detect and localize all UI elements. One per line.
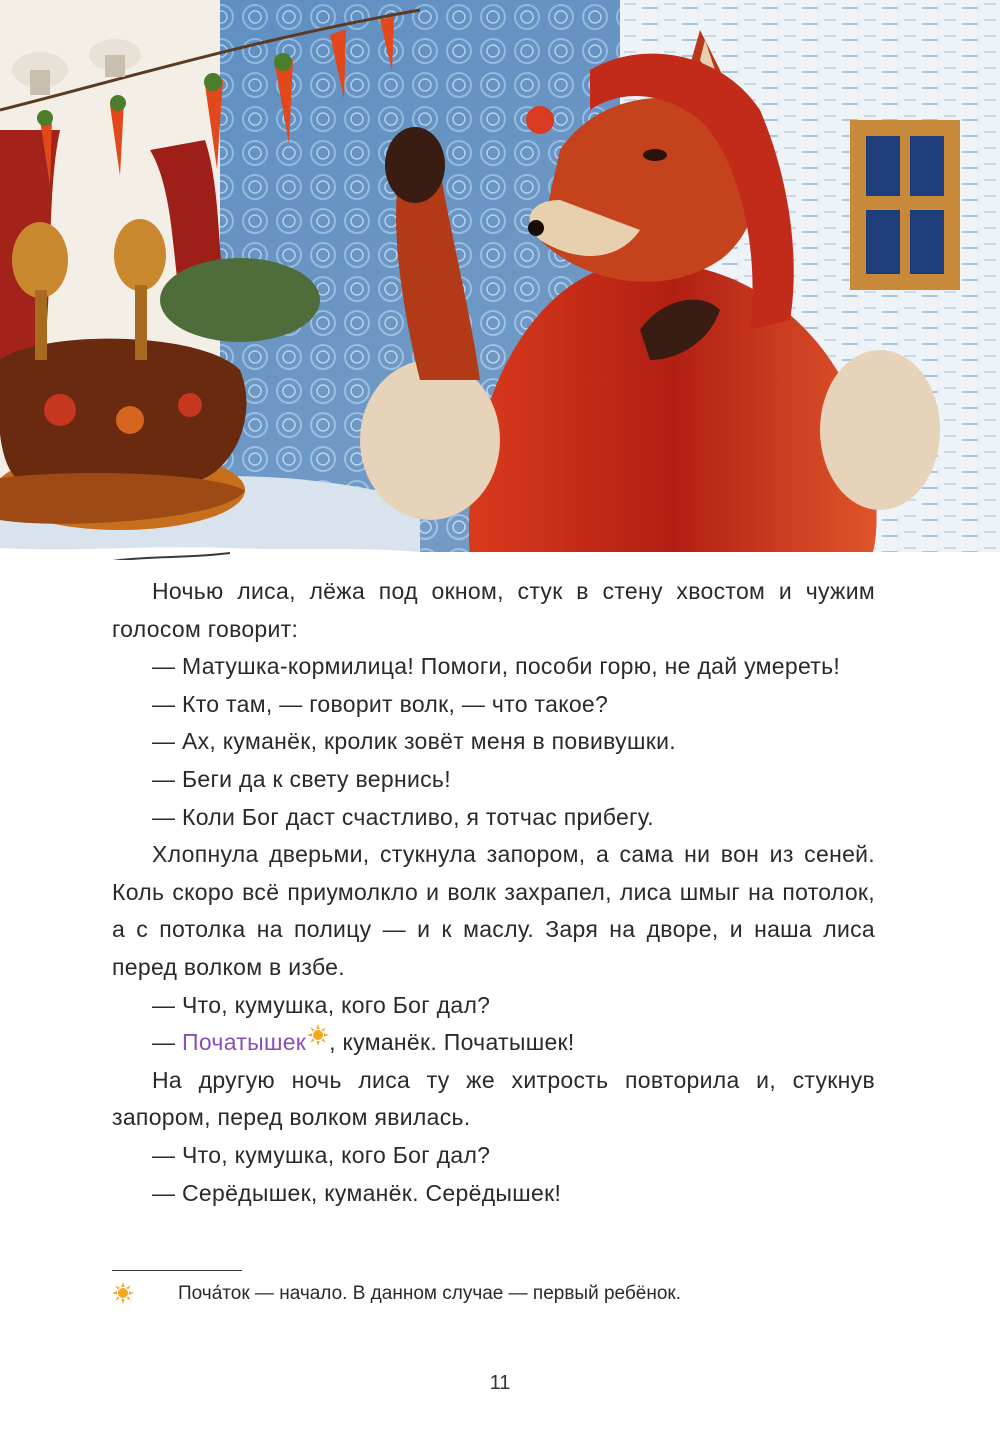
paragraph: Ночью лиса, лёжа под окном, стук в стену хвостом и чужим голосом говорит: xyxy=(112,578,875,642)
story-text xyxy=(112,573,875,1212)
paragraph: На другую ночь лиса ту же хитрость повторила и, стукнув запором, перед волком явилась. xyxy=(112,1066,875,1131)
paragraph: — Беги да к свету вернись! xyxy=(152,765,451,792)
fox-illustration xyxy=(0,0,1000,560)
paragraph: — Что, кумушка, кого Бог дал? xyxy=(152,991,491,1018)
paragraph: — Кто там, — говорит волк, — что такое? xyxy=(152,690,609,717)
paragraph-with-term xyxy=(112,1024,875,1062)
paragraph: — Коли Бог даст счастливо, я тотчас прибегу. xyxy=(152,803,654,830)
paragraph: — Что, кумушка, кого Бог дал? xyxy=(152,1141,491,1168)
dash-prefix: — xyxy=(152,1029,182,1056)
window xyxy=(850,120,960,290)
footnote-rule xyxy=(112,1270,242,1271)
paragraph: — Матушка-кормилица! Помоги, пособи горю, не дай умереть! xyxy=(152,653,841,680)
footnote-text: Поча́ток — начало. В данном случае — первый ребёнок. xyxy=(178,1283,681,1304)
illustration xyxy=(0,0,1000,560)
sun-icon xyxy=(112,1282,134,1304)
paragraph: — Серёдышек, куманёк. Серёдышек! xyxy=(152,1179,562,1206)
page-number: 11 xyxy=(489,1372,511,1394)
term-suffix: , куманёк. Початышек! xyxy=(329,1029,575,1056)
highlighted-term[interactable]: Початышек xyxy=(182,1029,307,1056)
paragraph: — Ах, куманёк, кролик зовёт меня в повивушки. xyxy=(152,728,676,755)
paragraph: Хлопнула дверьми, стукнула запором, а сама ни вон из сеней. Коль скоро всё приумолкло и волк захрапел, лиса шмыг на потолок, а с потолка на полицу — и к маслу. Заря на дворе, и наша лиса перед волком в избе. xyxy=(112,841,875,980)
sun-icon xyxy=(307,1024,329,1046)
